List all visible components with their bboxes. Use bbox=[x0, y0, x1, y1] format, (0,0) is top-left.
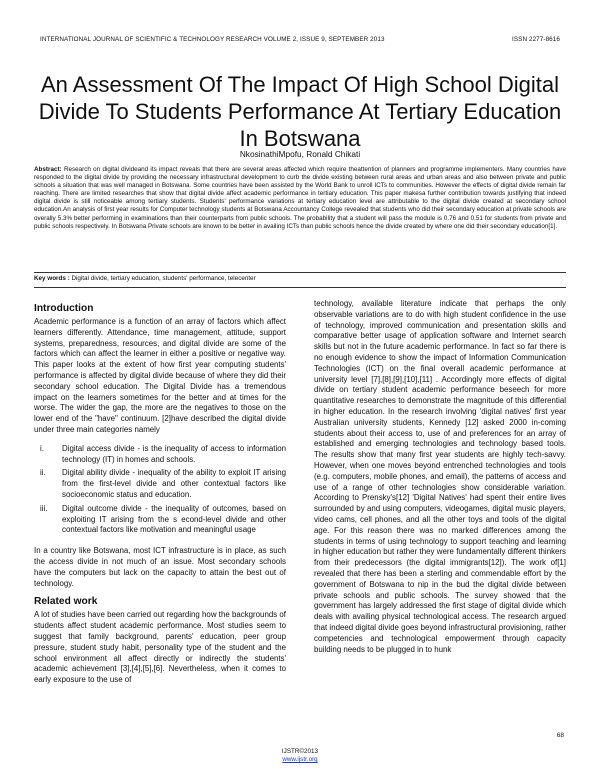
abstract bbox=[34, 166, 566, 231]
issn: ISSN 2277-8616 bbox=[512, 36, 560, 43]
divider-bottom bbox=[34, 287, 566, 288]
related-work-heading: Related work bbox=[34, 596, 98, 608]
list-item: i. Digital access divide - is the inequality of access to information technology (IT) in homes and schools. bbox=[40, 443, 286, 464]
related-paragraph-1: A lot of studies have been carried out regarding how the backgrounds of students affect student academic performance. Most studies seem to suggest that family background, parents' education, peer group pressure, student study habit, personality type of the student and the school environment all affect directly or indirectly the students' academic achievement [3],[4],[5],[6]. Nevertheless, when it comes to early exposure to the use of bbox=[34, 610, 286, 685]
page-number: 68 bbox=[556, 732, 564, 739]
journal-name: INTERNATIONAL JOURNAL OF SCIENTIFIC & TECHNOLOGY RESEARCH VOLUME 2, ISSUE 9, SEPTEMBER 2013 bbox=[40, 36, 385, 43]
running-header bbox=[40, 36, 560, 46]
page-footer bbox=[0, 748, 600, 764]
right-column bbox=[314, 299, 566, 655]
copyright: IJSTR©2013 bbox=[281, 748, 319, 755]
divide-categories-list bbox=[34, 444, 286, 536]
right-column-text: technology, available literature indicate that perhaps the only observable variations are to do with high student confidence in the use of technology, improved communication and presentation skills and comparative better usage of application software and Internet search skills but not in the future academic performance. In fact so far there is no enough evidence to show the impact of Information Communication Technologies (ICT) on the final overall academic performance at university level [7],[8],[9],[10],[11] . Accordingly more effects of digital divide on tertiary student academic performance beseech for more quantitative researches to demonstrate the magnitude of this differential in higher education. In the research involving 'digital natives' first year Australian university students, Kennedy [12] asked 2000 in-coming students about their access to, use of and preferences for an array of established and emerging technologies and technology based tools. The results show that many first year students are highly tech-savvy. However, when one moves beyond entrenched technologies and tools (e.g. computers, mobile phones, and email), the patterns of access and use of a range of other technologies show considerable variation. According to Prensky's[12] 'Digital Natives' had spent their entire lives surrounded by and using computers, videogames, digital music players, video cams, cell phones, and all the other toys and tools of the digital age. For this reason there was no marked differences among the students in terms of using technology to support teaching and learning in higher education but rather they were fundamentally different thinkers from their predecessors (the digital immigrants[12]). The work of[1] revealed that there has been a sterling and commendable effort by the government of Botswana to nip in the bud the digital divide between private schools and public schools. The survey showed that the government has largely addressed the first stage of digital divide which deals with availing physical technological access. The research argued that indeed digital divide goes beyond infrastructural provisioning, rather competencies and technological empowerment through capacity building needs to be plugged in to hunk bbox=[314, 299, 566, 654]
divider-top bbox=[34, 272, 566, 273]
keywords-text: Digital divide, tertiary education, students' performance, telecenter bbox=[71, 275, 256, 282]
list-item: ii. Digital ability divide - inequality of the ability to exploit IT arising from the first-level divide and other contextual factors like socioeconomic status and education. bbox=[40, 468, 286, 499]
abstract-text: Research on digital divideand its impact reveals that there are several areas affected which require theattention of planners and programme implementers. Many countries have responded to the digital divide by providing the necessary infrastructural development to curb the divide existing between rural areas and urban areas and also between private and public schools a situation that was well managed in Botswana. Some countries have been assisted by the World Bank to unroll ICTs to communities. However the effects of digital divide remain far reaching. There are limited researches that show that digital divide affect academic performance in tertiary education. This paper makesa further contribution towards justifying that indeed digital divide is still noticeable among tertiary students. Students' performance variations at tertiary education level are attributable to the digital divide created at secondary school education.An analysis of first year results for Computer technology students at Botswana Accountancy College revealed that students who did their secondary education at private schools are overally 5.3% better performing in examinations than their counterparts from public schools. The probability that a student will pass the module is 0.76 and 0.51 for students from private and public schools respectively. In Botswana Private schools are known to be better in availing ICTs than public schools hence the divide created by where one did their secondary education[1]. bbox=[34, 166, 567, 230]
list-item: iii. Digital outcome divide - the inequality of outcomes, based on exploiting IT arising from the s econd-level divide and other contextual factors like motivation and meaningful usage bbox=[40, 503, 286, 535]
paper-title: An Assessment Of The Impact Of High School Digital Divide To Students Performance At Tertiary Education In Botswana bbox=[38, 71, 562, 151]
journal-link[interactable]: www.ijstr.org bbox=[282, 756, 318, 763]
abstract-label: Abstract: bbox=[34, 166, 62, 173]
left-column bbox=[34, 302, 286, 686]
intro-paragraph-1: Academic performance is a function of an array of factors which affect learners differently. Attendance, time management, attitude, support systems, preparedness, resources, and digital divide are some of the factors which can affect the learner in either a positive or negative way. This paper looks at the extent of how first year computing students' performance is affected by digital divide because of where they did their secondary school education. The Digital Divide has a tremendous impact on the learners sometimes for the better and at times for the worse. The wider the gap, the more are the negatives to those on the lower end of the "have" continuum. [2]have described the digital divide under three main categories namely bbox=[34, 317, 286, 434]
keywords bbox=[34, 275, 566, 282]
intro-paragraph-2: In a country like Botswana, most ICT infrastructure is in place, as such the access divide in not much of an issue. Most secondary schools have the computers but lack on the capacity to attain the best out of technology. bbox=[34, 546, 286, 588]
authors: NkosinathiMpofu, Ronald Chikati bbox=[239, 149, 361, 159]
keywords-label: Key words : bbox=[34, 275, 70, 282]
introduction-heading: Introduction bbox=[34, 303, 94, 314]
